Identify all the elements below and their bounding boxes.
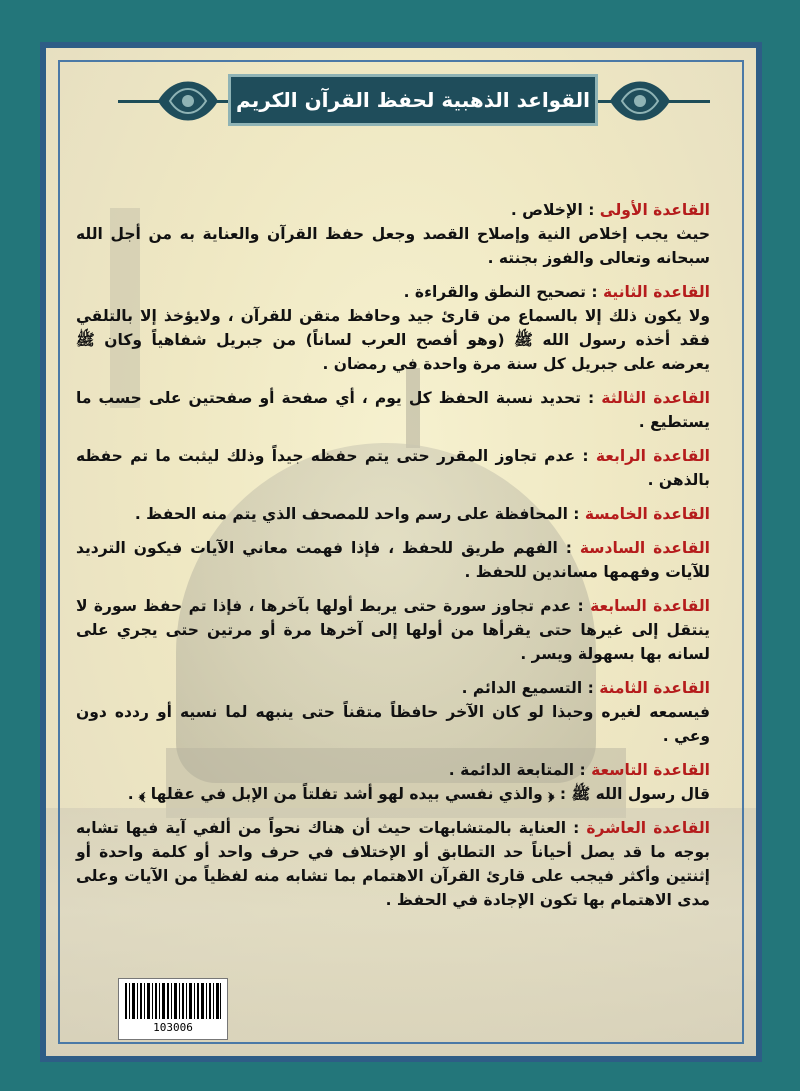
- barcode-bars-icon: [123, 983, 223, 1019]
- rule-text: المحافظة على رسم واحد للمصحف الذي يتم منه الحفظ .: [134, 505, 568, 523]
- rule-title: القاعدة الثامنة: [599, 679, 710, 697]
- banner-box: [228, 74, 598, 126]
- rule-text: فيسمعه لغيره وحبذا لو كان الآخر حافظاً متقناً حتى ينبهه لما نسيه أو ردده دون وعي .: [76, 703, 710, 745]
- rule-title: القاعدة الخامسة: [584, 505, 710, 523]
- rule-title: القاعدة الأولى: [599, 201, 710, 219]
- rule-title: القاعدة الثانية: [602, 283, 710, 301]
- rule-text: تحديد نسبة الحفظ كل يوم ، أي صفحة أو صفحتين على حسب ما يستطيع .: [76, 389, 710, 431]
- rule-2: القاعدة الثانية : تصحيح النطق والقراءة . ولا يكون ذلك إلا بالسماع من قارئ جيد وحافظ متقن للقرآن ، ولايؤخذ إلا بالتلقي فقد أخذه رسول الله ﷺ (وهو أفصح العرب لساناً) من جبريل شفاهياً وكان ﷺ يعرضه على جبريل كل سنة مرة واحدة في رمضان .: [76, 283, 710, 373]
- rule-10: القاعدة العاشرة : العناية بالمتشابهات حيث أن هناك نحواً من ألفي آية فيها تشابه بوجه ما قد يصل أحياناً حد التطابق أو الإختلاف في حرف واحد أو كلمة واحدة أو إثنتين وأكثر فيجب على قارئ القرآن الاهتمام بما تشابه منه لفظياً من الآيات وعلى مدى الاهتمام بها تكون الإجادة في الحفظ .: [76, 819, 710, 909]
- ornament-right-icon: [600, 70, 680, 132]
- rule-title: القاعدة السادسة: [579, 539, 710, 557]
- rules-list: [76, 198, 710, 922]
- rule-title: القاعدة التاسعة: [591, 761, 710, 779]
- rule-text: عدم تجاوز المقرر حتى يتم حفظه جيداً وذلك ليثبت ما تم حفظه بالذهن .: [76, 447, 710, 489]
- rule-text: الفهم طريق للحفظ ، فإذا فهمت معاني الآيات فيكون الترديد للآيات وفهمها مساندين للحفظ .: [76, 539, 710, 581]
- rule-text: ولا يكون ذلك إلا بالسماع من قارئ جيد وحافظ متقن للقرآن ، ولايؤخذ إلا بالتلقي فقد أخذه رسول الله ﷺ (وهو أفصح العرب لساناً) من جبريل شفاهياً وكان ﷺ يعرضه على جبريل كل سنة مرة واحدة في رمضان .: [76, 307, 710, 373]
- rule-6: القاعدة السادسة : الفهم طريق للحفظ ، فإذا فهمت معاني الآيات فيكون الترديد للآيات وفهمها مساندين للحفظ .: [76, 539, 710, 581]
- rule-text: تصحيح النطق والقراءة .: [403, 283, 586, 301]
- rule-7: القاعدة السابعة : عدم تجاوز سورة حتى يربط أولها بآخرها ، فإذا تم حفظ سورة لا ينتقل إلى غيرها حتى يقرأها من أولها إلى آخرها مرة أو مرتين حتى يجري على لسانه بها بسهولة ويسر .: [76, 597, 710, 663]
- rule-text: عدم تجاوز سورة حتى يربط أولها بآخرها ، فإذا تم حفظ سورة لا ينتقل إلى غيرها حتى يقرأها من أولها إلى آخرها مرة أو مرتين حتى يجري على لسانه بها بسهولة ويسر .: [76, 597, 710, 663]
- rule-title: القاعدة السابعة: [590, 597, 710, 615]
- rule-text: التسميع الدائم .: [461, 679, 583, 697]
- rule-4: القاعدة الرابعة : عدم تجاوز المقرر حتى يتم حفظه جيداً وذلك ليثبت ما تم حفظه بالذهن .: [76, 447, 710, 489]
- page-title: القواعد الذهبية لحفظ القرآن الكريم: [236, 88, 590, 112]
- rule-text: حيث يجب إخلاص النية وإصلاح القصد وجعل حفظ القرآن والعناية به من أجل الله سبحانه وتعالى والفوز بجنته .: [76, 225, 710, 267]
- rule-title: القاعدة العاشرة: [586, 819, 710, 837]
- rule-text: قال رسول الله ﷺ : ﴿ والذي نفسي بيده لهو أشد تفلتاً من الإبل في عقلها ﴾ .: [127, 785, 710, 803]
- rule-title: القاعدة الثالثة: [601, 389, 710, 407]
- rule-8: القاعدة الثامنة : التسميع الدائم . فيسمعه لغيره وحبذا لو كان الآخر حافظاً متقناً حتى ينبهه لما نسيه أو ردده دون وعي .: [76, 679, 710, 745]
- rule-3: القاعدة الثالثة : تحديد نسبة الحفظ كل يوم ، أي صفحة أو صفحتين على حسب ما يستطيع .: [76, 389, 710, 431]
- barcode: [118, 978, 228, 1040]
- rule-9: القاعدة التاسعة : المتابعة الدائمة . قال رسول الله ﷺ : ﴿ والذي نفسي بيده لهو أشد تفلتاً من الإبل في عقلها ﴾ .: [127, 761, 710, 803]
- barcode-number: 103006: [153, 1021, 193, 1034]
- rule-title: القاعدة الرابعة: [595, 447, 710, 465]
- rule-1: القاعدة الأولى : الإخلاص . حيث يجب إخلاص النية وإصلاح القصد وجعل حفظ القرآن والعناية به من أجل الله سبحانه وتعالى والفوز بجنته .: [76, 201, 710, 267]
- ornament-left-icon: [148, 70, 228, 132]
- rule-text: الإخلاص .: [510, 201, 583, 219]
- title-banner: [118, 70, 710, 132]
- rule-5: القاعدة الخامسة : المحافظة على رسم واحد للمصحف الذي يتم منه الحفظ .: [134, 505, 710, 523]
- rule-text: العناية بالمتشابهات حيث أن هناك نحواً من ألفي آية فيها تشابه بوجه ما قد يصل أحياناً حد التطابق أو الإختلاف في حرف واحد أو كلمة واحدة أو إثنتين وأكثر فيجب على قارئ القرآن الاهتمام بما تشابه منه لفظياً من الآيات وعلى مدى الاهتمام بها تكون الإجادة في الحفظ .: [76, 819, 710, 909]
- rule-text: المتابعة الدائمة .: [448, 761, 575, 779]
